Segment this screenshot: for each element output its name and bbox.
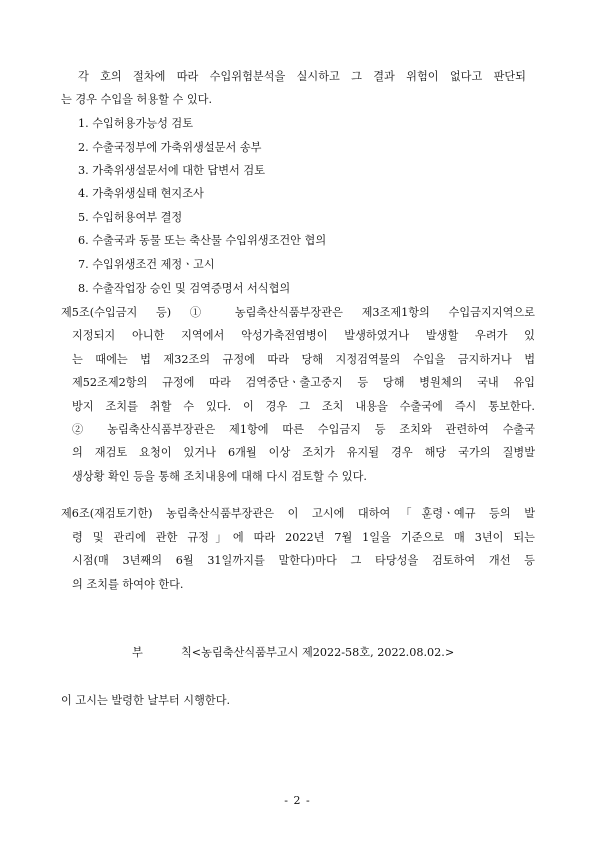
step-item-3: 3. 가축위생설문서에 대한 답변서 검토 <box>78 164 266 177</box>
article5-line-5: 방지 조치를 취할 수 있다. 이 경우 그 조치 내용을 수출국에 즉시 통보한다. <box>72 400 535 413</box>
intro-line-1: 각 호의 절차에 따라 수입위험분석을 실시하고 그 결과 위험이 없다고 판단되 <box>78 70 526 83</box>
step-item-7: 7. 수입위생조건 제정ㆍ고시 <box>78 258 215 271</box>
step-item-8: 8. 수출작업장 승인 및 검역증명서 서식협의 <box>78 282 291 295</box>
article6-line-1: 제6조(재검토기한) 농림축산식품부장관은 이 고시에 대하여「훈령ㆍ예규 등의 발 <box>61 507 535 520</box>
addendum-heading-char: 부 <box>132 646 143 659</box>
step-item-1: 1. 수입허용가능성 검토 <box>78 117 194 130</box>
step-item-2: 2. 수출국정부에 가축위생설문서 송부 <box>78 141 262 154</box>
intro-line-2: 는 경우 수입을 허용할 수 있다. <box>61 93 213 106</box>
article5-line-3: 는 때에는 법 제32조의 규정에 따라 당해 지정검역물의 수입을 금지하거나 법 <box>72 353 535 366</box>
article6-line-3: 시점(매 3년째의 6월 31일까지를 말한다)마다 그 타당성을 검토하여 개선 등 <box>72 554 535 567</box>
article5-line-6: ② 농림축산식품부장관은 제1항에 따른 수입금지 등 조치와 관련하여 수출국 <box>72 423 535 436</box>
article6-line-4: 의 조치를 하여야 한다. <box>72 578 184 591</box>
article5-line-8: 생상황 확인 등을 통해 조치내용에 대해 다시 검토할 수 있다. <box>72 470 367 483</box>
step-item-5: 5. 수입허용여부 결정 <box>78 211 183 224</box>
addendum-body: 이 고시는 발령한 날부터 시행한다. <box>61 694 231 707</box>
article5-line-1: 제5조(수입금지 등) ① 농림축산식품부장관은 제3조제1항의 수입금지지역으로 <box>61 306 535 319</box>
article5-line-7: 의 재검토 요청이 있거나 6개월 이상 조치가 유지될 경우 해당 국가의 질병발 <box>72 446 535 459</box>
page-number: - 2 - <box>284 794 311 807</box>
step-item-4: 4. 가축위생실태 현지조사 <box>78 187 204 200</box>
article5-line-4: 제52조제2항의 규정에 따라 검역중단ㆍ출고중지 등 당해 병원체의 국내 유입 <box>72 376 535 389</box>
addendum-heading: 칙<농림축산식품부고시 제2022-58호, 2022.08.02.> <box>181 646 455 659</box>
article5-line-2: 지정되지 아니한 지역에서 악성가축전염병이 발생하였거나 발생할 우려가 있 <box>72 329 535 342</box>
step-item-6: 6. 수출국과 동물 또는 축산물 수입위생조건안 협의 <box>78 234 327 247</box>
article6-line-2: 령 및 관리에 관한 규정」에 따라 2022년 7월 1일을 기준으로 매 3년이 되는 <box>72 531 535 544</box>
